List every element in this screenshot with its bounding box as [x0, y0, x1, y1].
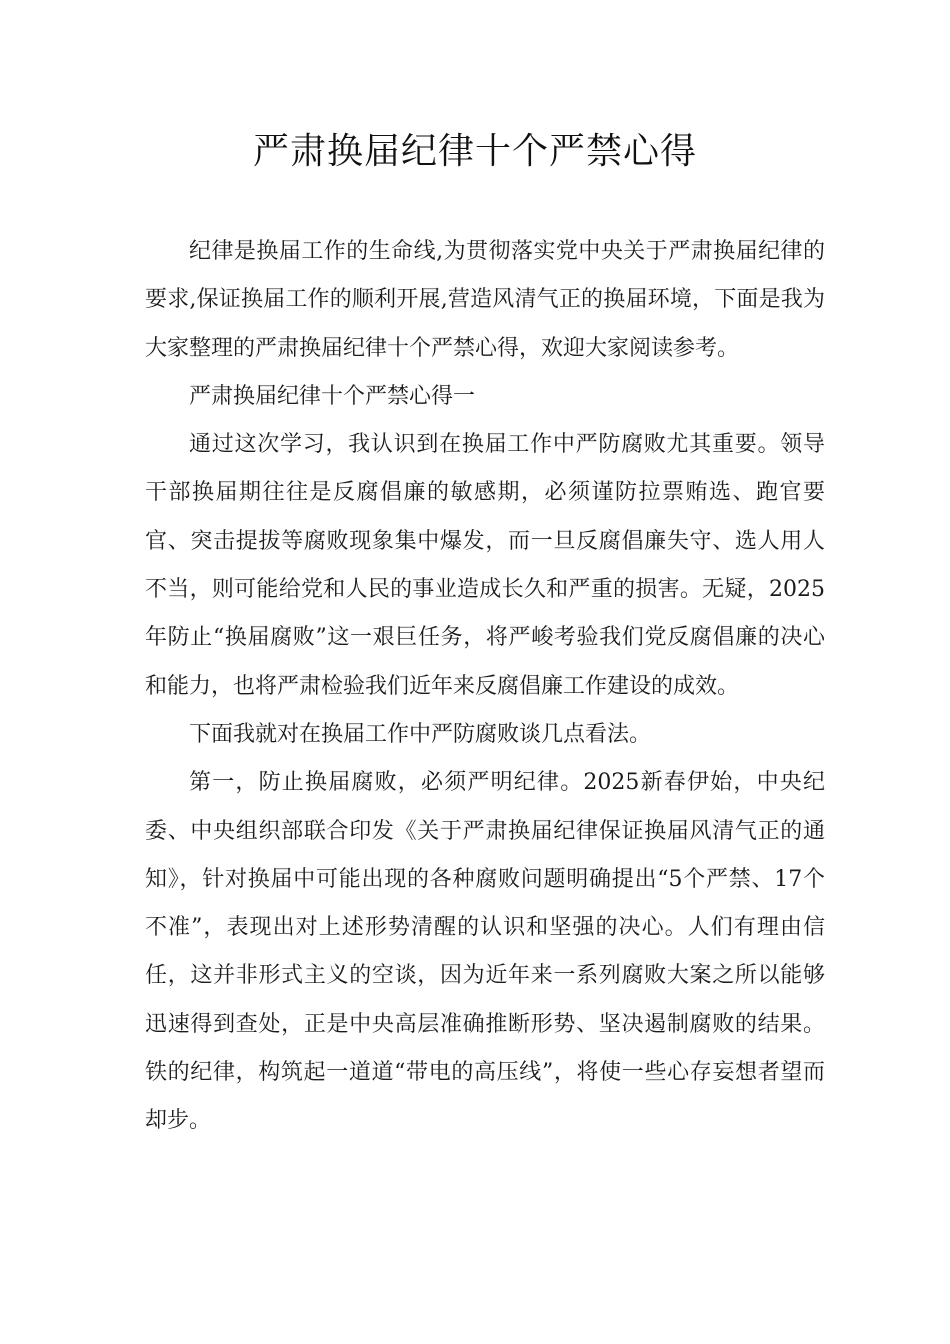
- paragraph-body: 第一，防止换届腐败，必须严明纪律。2025新春伊始，中央纪委、中央组织部联合印发《关于严肃换届纪律保证换届风清气正的通知》，针对换届中可能出现的各种腐败问题明确提出“5个严禁、17个不准”，表现出对上述形势清醒的认识和坚强的决心。人们有理由信任，这并非形式主义的空谈，因为近年来一系列腐败大案之所以能够迅速得到查处，正是中央高层准确推断形势、坚决遏制腐败的结果。铁的纪律，构筑起一道道“带电的高压线”，将使一些心存妄想者望而却步。: [145, 770, 825, 1134]
- paragraph-body: 通过这次学习，我认识到在换届工作中严防腐败尤其重要。领导干部换届期往往是反腐倡廉的敏感期，必须谨防拉票贿选、跑官要官、突击提拔等腐败现象集中爆发，而一旦反腐倡廉失守、选人用人不当，则可能给党和人民的事业造成长久和严重的损害。无疑，2025年防止“换届腐败”这一艰巨任务，将严峻考验我们党反腐倡廉的决心和能力，也将严肃检验我们近年来反腐倡廉工作建设的成效。: [145, 432, 825, 699]
- paragraph-body: 下面我就对在换届工作中严防腐败谈几点看法。: [189, 721, 652, 747]
- document-title: 严肃换届纪律十个严禁心得: [252, 131, 697, 172]
- section-heading: 严肃换届纪律十个严禁心得一: [189, 383, 476, 409]
- paragraph-intro: 纪律是换届工作的生命线,为贯彻落实党中央关于严肃换届纪律的要求,保证换届工作的顺利开展,营造风清气正的换届环境，下面是我为大家整理的严肃换届纪律十个严禁心得，欢迎大家阅读参考。: [145, 239, 825, 361]
- document-body: [145, 228, 825, 1146]
